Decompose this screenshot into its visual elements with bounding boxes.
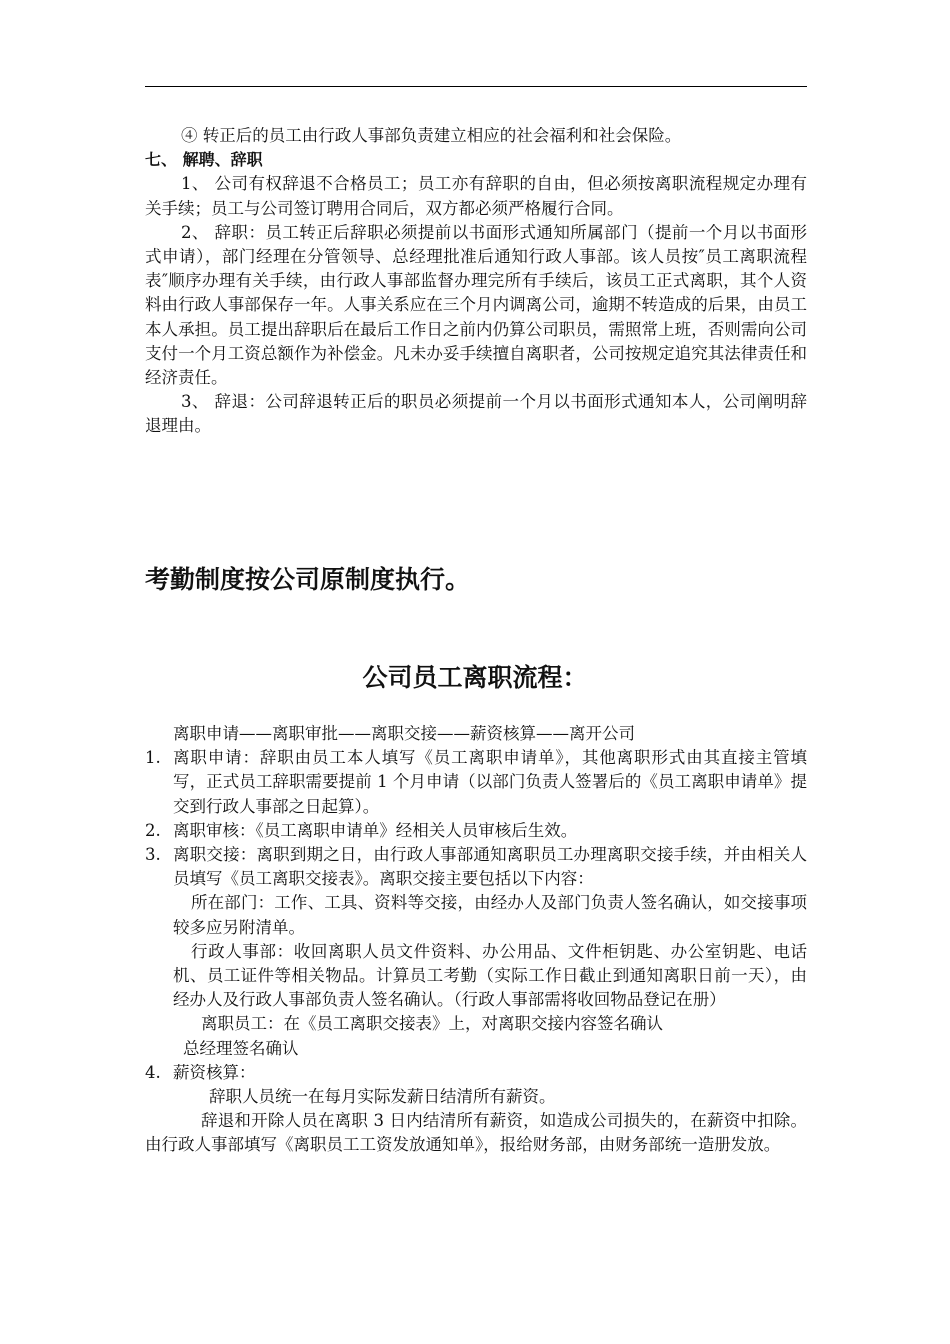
list-text: 离职交接：离职到期之日，由行政人事部通知离职员工办理离职交接手续，并由相关人员填写《员工离职交接表》。离职交接主要包括以下内容： [173,845,807,889]
process-flow: 离职申请——离职审批——离职交接——薪资核算——离开公司 [173,724,635,743]
salary-rule-1: 辞职人员统一在每月实际发薪日结清所有薪资。 [209,1087,556,1107]
item-4-text: ④ 转正后的员工由行政人事部负责建立相应的社会福利和社会保险。 [181,126,682,145]
section-7-heading: 七、 解聘、辞职 [145,150,263,170]
list-number: 4. [145,1062,161,1082]
list-item [145,843,807,891]
handover-department: 所在部门：工作、工具、资料等交接，由经办人及部门负责人签名确认，如交接事项较多应另附清单。 [173,893,807,937]
list-text: 薪资核算： [173,1062,256,1082]
list-number: 1. [145,748,161,768]
salary-rule-2: 辞退和开除人员在离职 3 日内结清所有薪资，如造成公司损失的，在薪资中扣除。由行政人事部填写《离职员工工资发放通知单》，报给财务部，由财务部统一造册发放。 [145,1111,807,1155]
attendance-heading: 考勤制度按公司原制度执行。 [145,565,471,594]
list-item [145,746,807,819]
list-item [145,1061,807,1085]
list-text: 离职审核：《员工离职申请单》经相关人员审核后生效。 [173,820,578,840]
resign-process-body [145,722,807,1158]
paragraph-3: 3、 辞退：公司辞退转正后的职员必须提前一个月以书面形式通知本人，公司阐明辞退理由。 [145,392,807,436]
handover-employee: 离职员工：在《员工离职交接表》上，对离职交接内容签名确认 [201,1014,663,1034]
list-number: 3. [145,845,161,865]
header-rule [145,86,807,87]
list-number: 2. [145,820,161,840]
list-item [145,819,807,843]
section-dismissal [145,124,807,439]
list-text: 离职申请：辞职由员工本人填写《员工离职申请单》，其他离职形式由其直接主管填写，正式员工辞职需要提前 1 个月申请（以部门负责人签署后的《员工离职申请单》提交到行政人事部之日起算）。 [173,748,807,816]
resign-process-heading: 公司员工离职流程： [362,663,588,692]
paragraph-1: 1、 公司有权辞退不合格员工；员工亦有辞职的自由，但必须按离职流程规定办理有关手续；员工与公司签订聘用合同后，双方都必须严格履行合同。 [145,174,807,218]
paragraph-2: 2、 辞职：员工转正后辞职必须提前以书面形式通知所属部门（提前一个月以书面形式申请），部门经理在分管领导、总经理批准后通知行政人事部。该人员按″员工离职流程表″顺序办理有关手续，由行政人事部监督办理完所有手续后，该员工正式离职，其个人资料由行政人事部保存一年。人事关系应在三个月内调离公司，逾期不转造成的后果，由员工本人承担。员工提出辞职后在最后工作日之前内仍算公司职员，需照常上班，否则需向公司支付一个月工资总额作为补偿金。凡未办妥手续擅自离职者，公司按规定追究其法律责任和经济责任。 [145,222,807,388]
handover-hr: 行政人事部：收回离职人员文件资料、办公用品、文件柜钥匙、办公室钥匙、电话机、员工证件等相关物品。计算员工考勤（实际工作日截止到通知离职日前一天），由经办人及行政人事部负责人签名确认。（行政人事部需将收回物品登记在册） [173,941,807,1010]
handover-gm: 总经理签名确认 [183,1038,299,1058]
